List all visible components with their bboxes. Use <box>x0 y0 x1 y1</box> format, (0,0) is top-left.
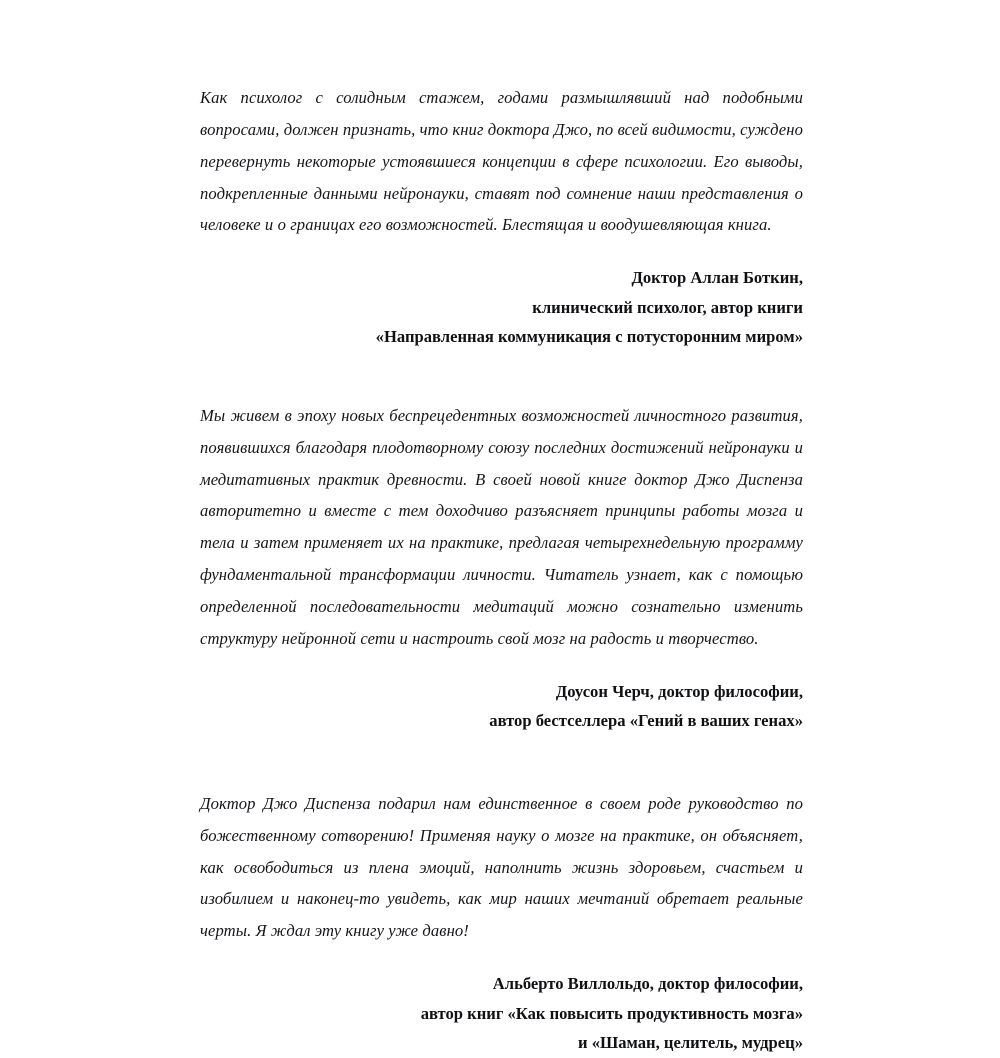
attribution-3-line-3: и «Шаман, целитель, мудрец» <box>578 1033 803 1053</box>
attribution-1-line-3: «Направленная коммуникация с потусторонним миром» <box>375 327 803 347</box>
attribution-1-line-1: Доктор Аллан Боткин, <box>631 268 803 288</box>
testimonial-block-2 <box>200 400 803 736</box>
block-spacer-1 <box>200 352 803 370</box>
block-spacer-2 <box>200 736 803 758</box>
quote-text-1: Как психолог с солидным стажем, годами размышлявший над подобными вопросами, должен признать, что книг доктора Джо, по всей видимости, суждено перевернуть некоторые устоявшиеся концепции в сфере психологии. Его выводы, подкрепленные данными нейронауки, ставят под сомнение наши представления о человеке и о границах его возможностей. Блестящая и воодушевляющая книга. <box>200 88 803 235</box>
quote-text-2: Мы живем в эпоху новых беспрецедентных возможностей личностного развития, появившихся благодаря плодотворному союзу последних достижений нейронауки и медитативных практик древности. В своей новой книге доктор Джо Диспенза авторитетно и вместе с тем доходчиво разъясняет принципы работы мозга и тела и затем применяет их на практике, предлагая четырехнедельную программу фундаментальной трансформации личности. Читатель узнает, как с помощью определенной последовательности медитаций можно сознательно изменить структуру нейронной сети и настроить свой мозг на радость и творчество. <box>200 405 803 648</box>
attribution-3-line-1: Альберто Виллольдо, доктор философии, <box>492 974 803 994</box>
attribution-3-line-2: автор книг «Как повысить продуктивность мозга» <box>420 1003 803 1023</box>
attribution-2 <box>200 677 803 736</box>
attribution-2-line-2: автор бестселлера «Гений в ваших генах» <box>489 711 803 731</box>
attribution-2-line-1: Доусон Черч, доктор философии, <box>555 681 803 701</box>
attribution-1 <box>200 263 803 352</box>
attribution-3 <box>200 969 803 1058</box>
testimonial-block-1 <box>200 82 803 352</box>
testimonial-block-3 <box>200 788 803 1058</box>
quote-text-3: Доктор Джо Диспенза подарил нам единственное в своем роде руководство по божественному сотворению! Применяя науку о мозге на практике, он объясняет, как освободиться из плена эмоций, наполнить жизнь здоровьем, счастьем и изобилием и наконец-то увидеть, как мир наших мечтаний обретает реальные черты. Я ждал эту книгу уже давно! <box>200 793 803 941</box>
page-content <box>200 82 803 1058</box>
attribution-1-line-2: клинический психолог, автор книги <box>532 297 803 317</box>
